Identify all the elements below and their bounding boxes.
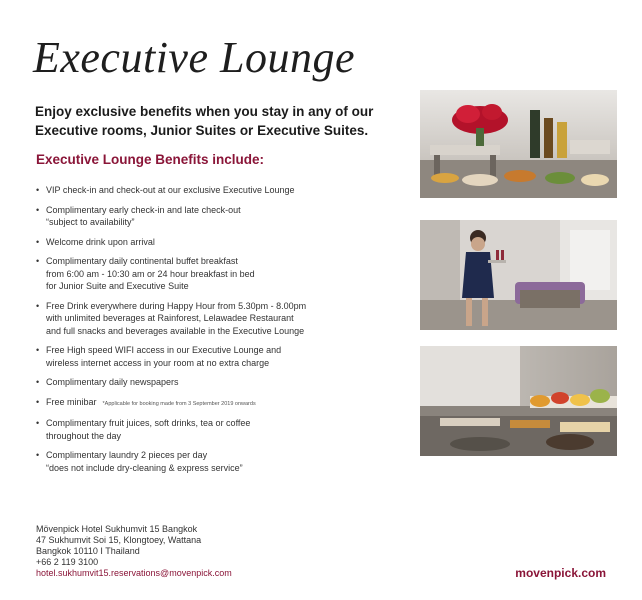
benefit-item [36,204,406,229]
benefit-text: and full snacks and beverages available in the Executive Lounge [46,325,305,336]
intro-text: Enjoy exclusive benefits when you stay in any of our Executive rooms, Junior Suites or Executive Suites. [35,104,374,138]
benefit-item [36,396,406,411]
breakfast-buffet-photo [420,346,617,456]
benefit-text: Free minibar [46,396,97,407]
hotel-name: Mövenpick Hotel Sukhumvit 15 Bangkok [36,524,198,534]
benefit-item [36,300,406,338]
bullet-icon: • [36,236,40,247]
benefit-text: Welcome drink upon arrival [46,236,155,247]
hotel-email-link[interactable]: hotel.sukhumvit15.reservations@movenpick.com [36,568,232,578]
benefit-item [36,236,406,249]
benefit-text: throughout the day [46,430,122,441]
bullet-icon: • [36,300,40,311]
lounge-staff-photo [420,220,617,330]
benefit-text: for Junior Suite and Executive Suite [46,281,189,291]
bullet-icon: • [36,345,40,355]
benefit-text: Free High speed WIFI access in our Executive Lounge and [46,345,282,355]
bullet-icon: • [36,450,40,460]
bullet-icon: • [36,418,40,428]
benefit-text: Complimentary early check-in and late check-out [46,204,241,215]
bullet-icon: • [36,185,40,195]
bullet-icon: • [36,256,40,266]
bullet-icon: • [36,204,40,215]
benefit-text: with unlimited beverages at Rainforest, Lelawadee Restaurant [46,313,294,323]
page-title: Executive Lounge [33,33,355,82]
benefit-text: Complimentary daily newspapers [46,377,179,387]
benefit-item [36,376,406,389]
benefit-text: Free Drink everywhere during Happy Hour from 5.30pm - 8.00pm [46,300,307,311]
benefit-text: Complimentary laundry 2 pieces per day [46,450,208,460]
benefit-item [36,184,406,197]
benefit-text: from 6:00 am - 10:30 am or 24 hour breakfast in bed [46,268,255,279]
benefit-text: Complimentary fruit juices, soft drinks, tea or coffee [46,418,251,428]
benefit-text: VIP check-in and check-out at our exclusive Executive Lounge [46,185,295,195]
benefits-heading: Executive Lounge Benefits include: [36,152,265,167]
brand-website-link[interactable]: movenpick.com [515,566,606,580]
benefit-footnote: *Applicable for booking made from 3 September 2019 onwards [102,400,256,407]
benefit-text: Complimentary daily continental buffet breakfast [46,256,238,266]
bullet-icon: • [36,377,40,387]
bullet-icon: • [36,396,40,407]
benefit-line-with-note [46,396,406,411]
benefit-item [36,449,406,474]
benefit-text: “does not include dry-cleaning & express service” [46,462,243,473]
benefit-item [36,417,406,442]
hotel-city: Bangkok 10110 I Thailand [36,546,140,556]
benefit-item [36,255,406,293]
hotel-phone: +66 2 119 3100 [36,557,99,567]
benefit-text: wireless internet access in your room at no extra charge [46,357,270,368]
hotel-address [36,524,232,579]
benefits-list [36,184,406,481]
hotel-street: 47 Sukhumvit Soi 15, Klongtoey, Wattana [36,535,202,545]
benefit-text: “subject to availability” [46,217,135,227]
buffet-flowers-photo [420,90,617,198]
benefit-item [36,344,406,369]
